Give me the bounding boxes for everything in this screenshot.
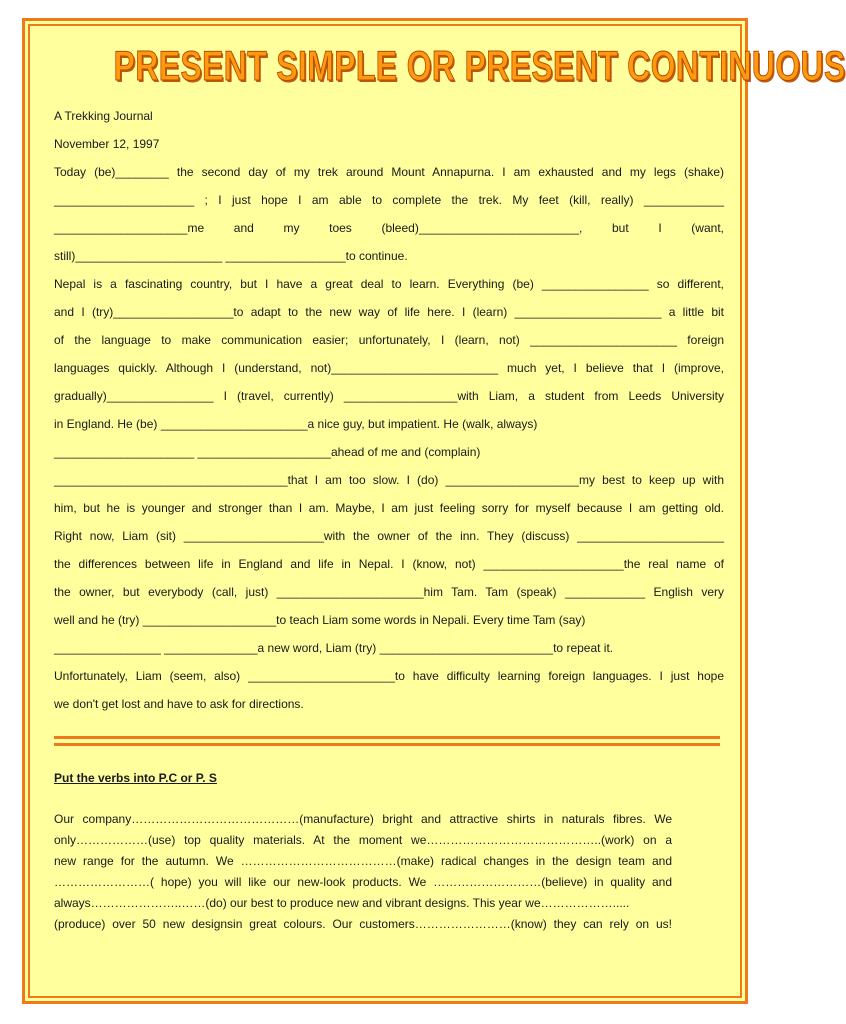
section-divider [54, 736, 720, 746]
journal-heading: A Trekking Journal [54, 109, 153, 123]
exercise-line: only………………(use) top quality materials. At the moment we……………………………………..(work) on a [54, 833, 672, 847]
journal-line: gradually)________________ I (travel, currently) _________________with Liam, a student from Leeds University [54, 389, 724, 403]
journal-line: ________________ ______________a new word, Liam (try) __________________________to repeat it. [54, 641, 614, 655]
journal-line: ___________________________________that I am too slow. I (do) ____________________my best to keep up with [54, 473, 724, 487]
exercise-line: new range for the autumn. We …………………………………(make) radical changes in the design team and [54, 854, 672, 868]
exercise-heading: Put the verbs into P.C or P. S [54, 771, 217, 785]
journal-line: the differences between life in England and life in Nepal. I (know, not) _____________________the real name of [54, 557, 724, 571]
journal-line: and I (try)__________________to adapt to the new way of life here. I (learn) ______________________ a little bit [54, 305, 724, 319]
worksheet-title: PRESENT SIMPLE OR PRESENT CONTINUOUS [113, 42, 846, 89]
exercise-line: Our company……………………………………(manufacture) bright and attractive shirts in naturals fibres. We [54, 812, 672, 826]
journal-line: we don't get lost and have to ask for directions. [54, 697, 304, 711]
company-exercise-passage [54, 809, 672, 935]
journal-line: Today (be)________ the second day of my trek around Mount Annapurna. I am exhausted and my legs (shake) [54, 165, 724, 179]
trekking-journal-passage [54, 102, 724, 718]
journal-line: in England. He (be) ______________________a nice guy, but impatient. He (walk, always) [54, 417, 538, 431]
journal-line: languages quickly. Although I (understand, not)_________________________ much yet, I believe that I (improve, [54, 361, 724, 375]
exercise-line: (produce) over 50 new designsin great colours. Our customers……………………(know) they can rely on us! [54, 917, 672, 931]
journal-line: well and he (try) ____________________to teach Liam some words in Nepali. Every time Tam (say) [54, 613, 586, 627]
journal-line: the owner, but everybody (call, just) ______________________him Tam. Tam (speak) ____________ English very [54, 585, 724, 599]
journal-line: Nepal is a fascinating country, but I have a great deal to learn. Everything (be) ________________ so different, [54, 277, 724, 291]
journal-line: _____________________ ; I just hope I am able to complete the trek. My feet (kill, really) ____________ [54, 193, 724, 207]
journal-line: Right now, Liam (sit) _____________________with the owner of the inn. They (discuss) ______________________ [54, 529, 724, 543]
exercise-line: always…………………..……(do) our best to produce new and vibrant designs. This year we………………..... [54, 896, 630, 910]
journal-line: ____________________me and my toes (bleed)________________________, but I (want, [54, 221, 724, 235]
journal-line: of the language to make communication easier; unfortunately, I (learn, not) ______________________ foreign [54, 333, 724, 347]
exercise-line: ……………………( hope) you will like our new-look products. We ………………………(believe) in quality and [54, 875, 672, 889]
journal-line: _____________________ ____________________ahead of me and (complain) [54, 445, 481, 459]
journal-line: still)______________________ __________________to continue. [54, 249, 408, 263]
journal-line: Unfortunately, Liam (seem, also) ______________________to have difficulty learning foreign languages. I just hope [54, 669, 724, 683]
journal-date: November 12, 1997 [54, 137, 160, 151]
journal-line: him, but he is younger and stronger than I am. Maybe, I am just feeling sorry for myself because I am getting old. [54, 501, 724, 515]
